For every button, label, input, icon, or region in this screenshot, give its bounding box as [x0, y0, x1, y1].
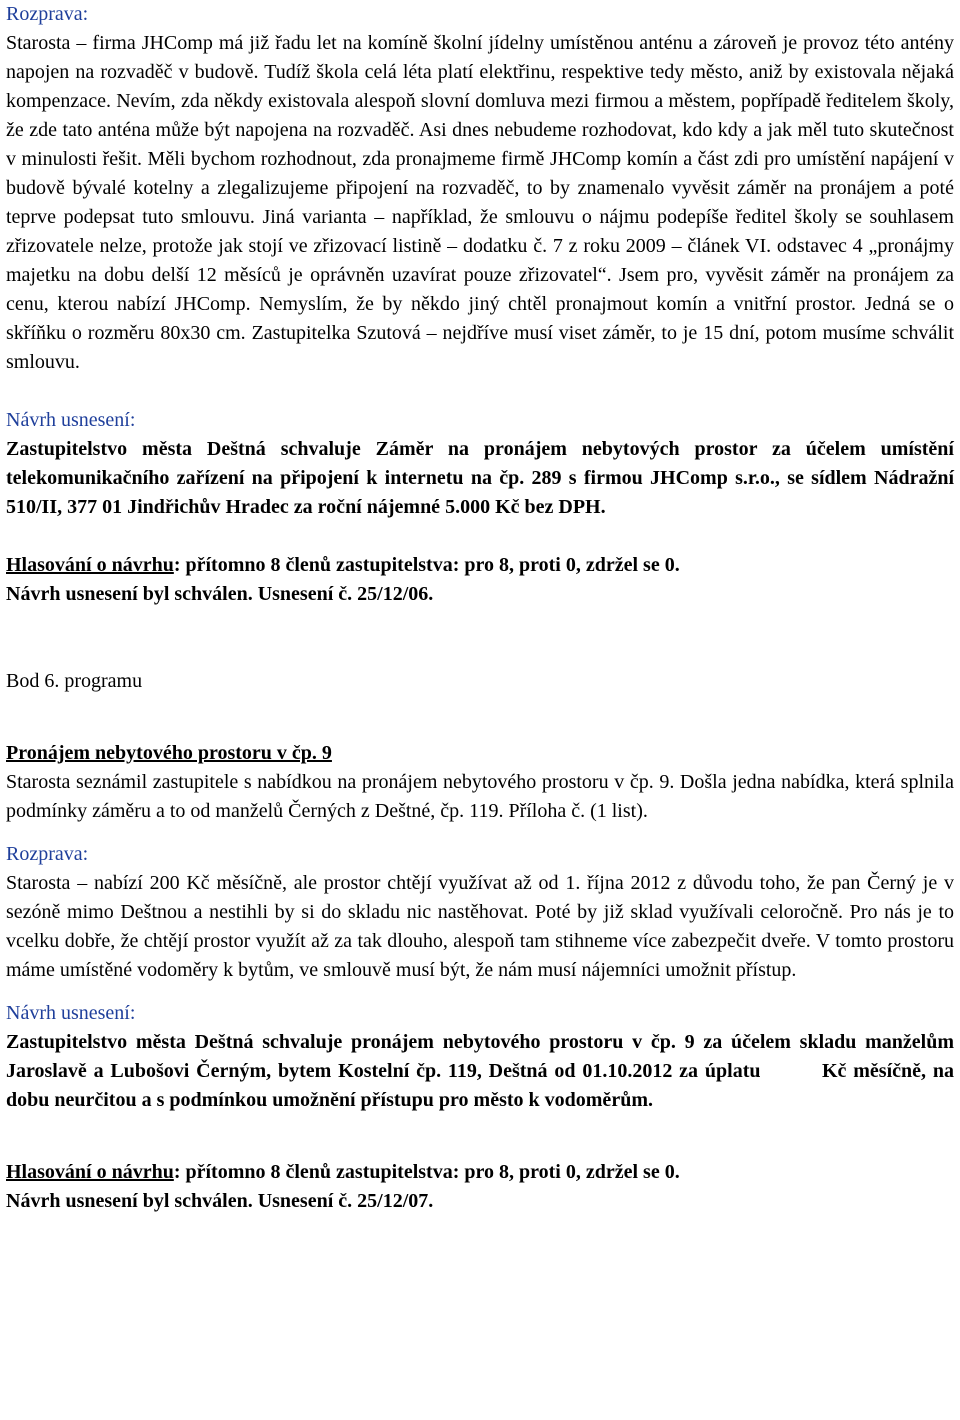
vote-text: : přítomno 8 členů zastupitelstva: pro 8, proti 0, zdržel se 0.	[173, 1161, 680, 1183]
discussion-label: Rozprava:	[6, 843, 89, 865]
vote-result: Návrh usnesení byl schválen. Usnesení č. 25/12/06.	[6, 583, 434, 605]
agenda-item-title: Pronájem nebytového prostoru v čp. 9	[6, 742, 332, 764]
vote-text: : přítomno 8 členů zastupitelstva: pro 8, proti 0, zdržel se 0.	[173, 554, 680, 576]
discussion-text: Starosta – firma JHComp má již řadu let na komíně školní jídelny umístěnou anténu a zároveň je provoz této antény napojen na rozvaděč v budově. Tudíž škola celá léta platí elektřinu, respektive tedy město, aniž by existovala nějaká kompenzace. Nevím, zda někdy existovala alespoň slovní domluva mezi firmou a městem, popřípadě ředitelem školy, že zde tato anténa může být napojena na rozvaděč. Asi dnes nebudeme rozhodovat, kdo kdy a jak měl tuto skutečnost v minulosti řešit. Měli bychom rozhodnout, zda pronajmeme firmě JHComp komín a část zdi pro umístění napájení v budově bývalé kotelny a zlegalizujeme připojení na rozvaděč, to by znamenalo vyvěsit záměr na pronájem a poté teprve podepsat tuto smlouvu. Jiná varianta – například, že smlouvu o nájmu podepíše ředitel školy se souhlasem zřizovatele nelze, protože jak stojí ve zřizovací listině – dodatku č. 7 z roku 2009 – článek VI. odstavec 4 „pronájmy majetku na dobu delší 12 měsíců je oprávněn uzavírat pouze zřizovatel“. Jsem pro, vyvěsit záměr na pronájem za cenu, kterou nabízí JHComp. Nemyslím, že by někdo jiný chtěl pronajmout komín a vnitřní prostor. Jedná se o skříňku o rozměru 80x30 cm. Zastupitelka Szutová – nejdříve musí viset záměr, to je 15 dní, potom musíme schválit smlouvu.	[6, 32, 954, 373]
proposal-label: Návrh usnesení:	[6, 1002, 136, 1024]
proposal-text: Zastupitelstvo města Deštná schvaluje Záměr na pronájem nebytových prostor za účelem umístění telekomunikačního zařízení na připojení k internetu na čp. 289 s firmou JHComp s.r.o., se sídlem Nádražní 510/II, 377 01 Jindřichův Hradec za roční nájemné 5.000 Kč bez DPH.	[6, 438, 954, 518]
proposal-label: Návrh usnesení:	[6, 409, 136, 431]
vote-label: Hlasování o návrhu	[6, 1161, 174, 1183]
discussion-label: Rozprava:	[6, 3, 89, 25]
proposal-text: Zastupitelstvo města Deštná schvaluje pronájem nebytového prostoru v čp. 9 za účelem skladu manželům Jaroslavě a Lubošovi Černým, bytem Kostelní čp. 119, Deštná od 01.10.2012 za úplatu Kč měsíčně, na dobu neurčitou a s podmínkou umožnění přístupu pro město k vodoměrům.	[6, 1031, 959, 1111]
agenda-item-heading: Bod 6. programu	[6, 670, 143, 692]
vote-label: Hlasování o návrhu	[6, 554, 174, 576]
vote-result: Návrh usnesení byl schválen. Usnesení č. 25/12/07.	[6, 1190, 434, 1212]
vote-line	[6, 551, 954, 580]
discussion-text: Starosta – nabízí 200 Kč měsíčně, ale prostor chtějí využívat až od 1. října 2012 z důvodu toho, že pan Černý je v sezóně mimo Deštnou a nestihli by si do skladu nic nastěhovat. Poté by již sklad využívali celoročně. Pro nás je to vcelku dobře, že chtějí prostor využít až za tak dlouho, alespoň tam stihneme více zabezpečit dveře. V tomto prostoru máme umístěné vodoměry k bytům, ve smlouvě musí být, že nám musí nájemníci umožnit přístup.	[6, 872, 954, 981]
agenda-item-intro: Starosta seznámil zastupitele s nabídkou na pronájem nebytového prostoru v čp. 9. Došla jedna nabídka, která splnila podmínky záměru a to od manželů Černých z Deštné, čp. 119. Příloha č. (1 list).	[6, 771, 954, 822]
vote-line	[6, 1158, 954, 1187]
